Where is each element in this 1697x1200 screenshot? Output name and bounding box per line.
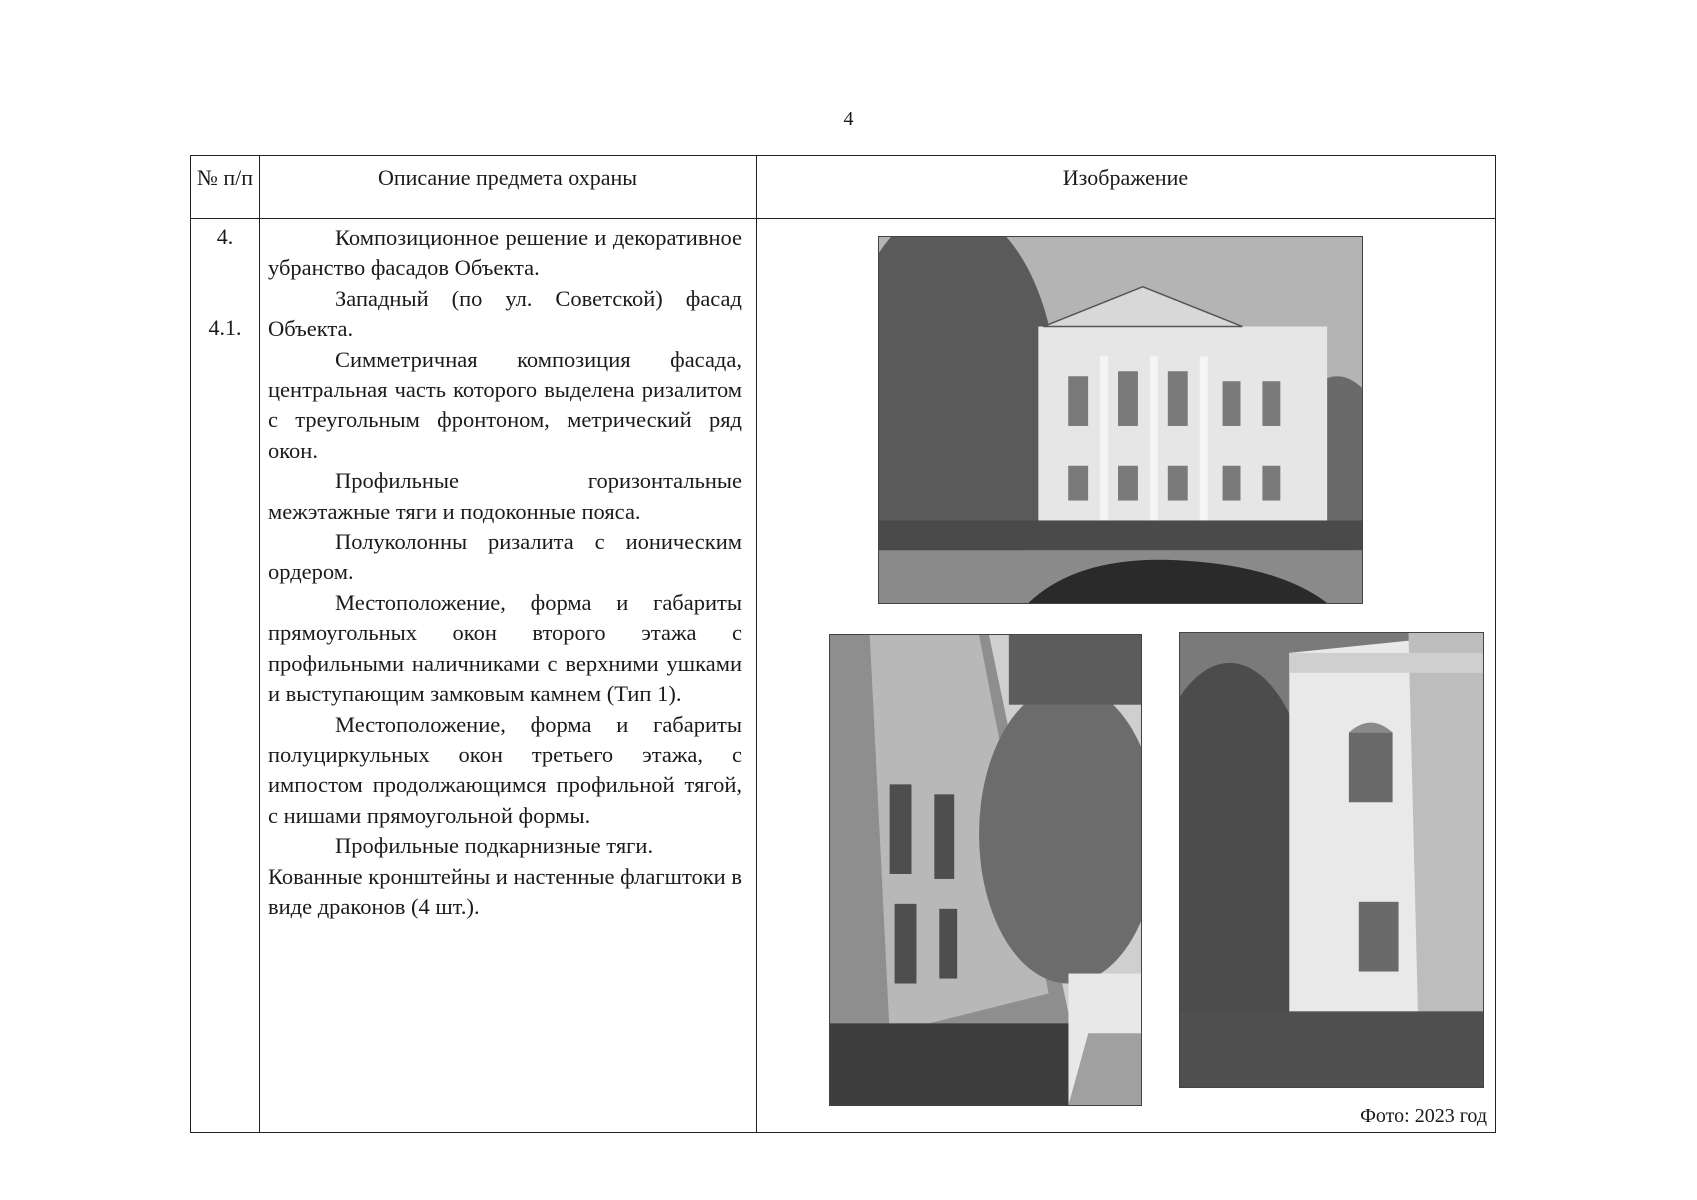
paragraph: Профильные горизонтальные межэтажные тяги и подоконные пояса. xyxy=(268,468,742,524)
paragraph: Профильные подкарнизные тяги. xyxy=(335,833,654,859)
header-divider xyxy=(191,218,1495,219)
paragraph: Кованные кронштейны и настенные флагштоки в виде драконов (4 шт.). xyxy=(268,863,742,919)
corner-view-photo xyxy=(1179,632,1484,1088)
paragraph: Местоположение, форма и габариты прямоугольных окон второго этажа с профильными наличниками с верхними ушками и выступающим замковым камнем (Тип 1). xyxy=(268,589,742,707)
paragraph: Композиционное решение и декоративное убранство фасадов Объекта. xyxy=(268,225,742,281)
header-description: Описание предмета охраны xyxy=(377,165,638,190)
paragraph: Симметричная композиция фасада, центральная часть которого выделена ризалитом с треугольным фронтоном, метрический ряд окон. xyxy=(268,346,742,463)
paragraph: Полуколонны ризалита с ионическим ордером. xyxy=(268,529,742,585)
facade-photo xyxy=(878,236,1363,604)
column-divider xyxy=(259,156,260,1132)
header-num: № п/п xyxy=(196,165,254,190)
row-number-4: 4. xyxy=(216,224,234,249)
description-cell xyxy=(268,223,742,922)
row-number-4-1: 4.1. xyxy=(208,315,242,340)
page-number: 4 xyxy=(843,108,854,130)
protection-subject-table xyxy=(190,155,1496,1133)
header-image: Изображение xyxy=(1062,165,1189,190)
photo-caption: Фото: 2023 год xyxy=(1360,1105,1487,1127)
column-divider xyxy=(756,156,757,1132)
paragraph: Западный (по ул. Советской) фасад Объекта. xyxy=(268,285,742,342)
paragraph: Местоположение, форма и габариты полуциркульных окон третьего этажа, с импостом продолжающимся профильной тягой, с нишами прямоугольной формы. xyxy=(268,711,742,828)
street-view-photo xyxy=(829,634,1142,1106)
